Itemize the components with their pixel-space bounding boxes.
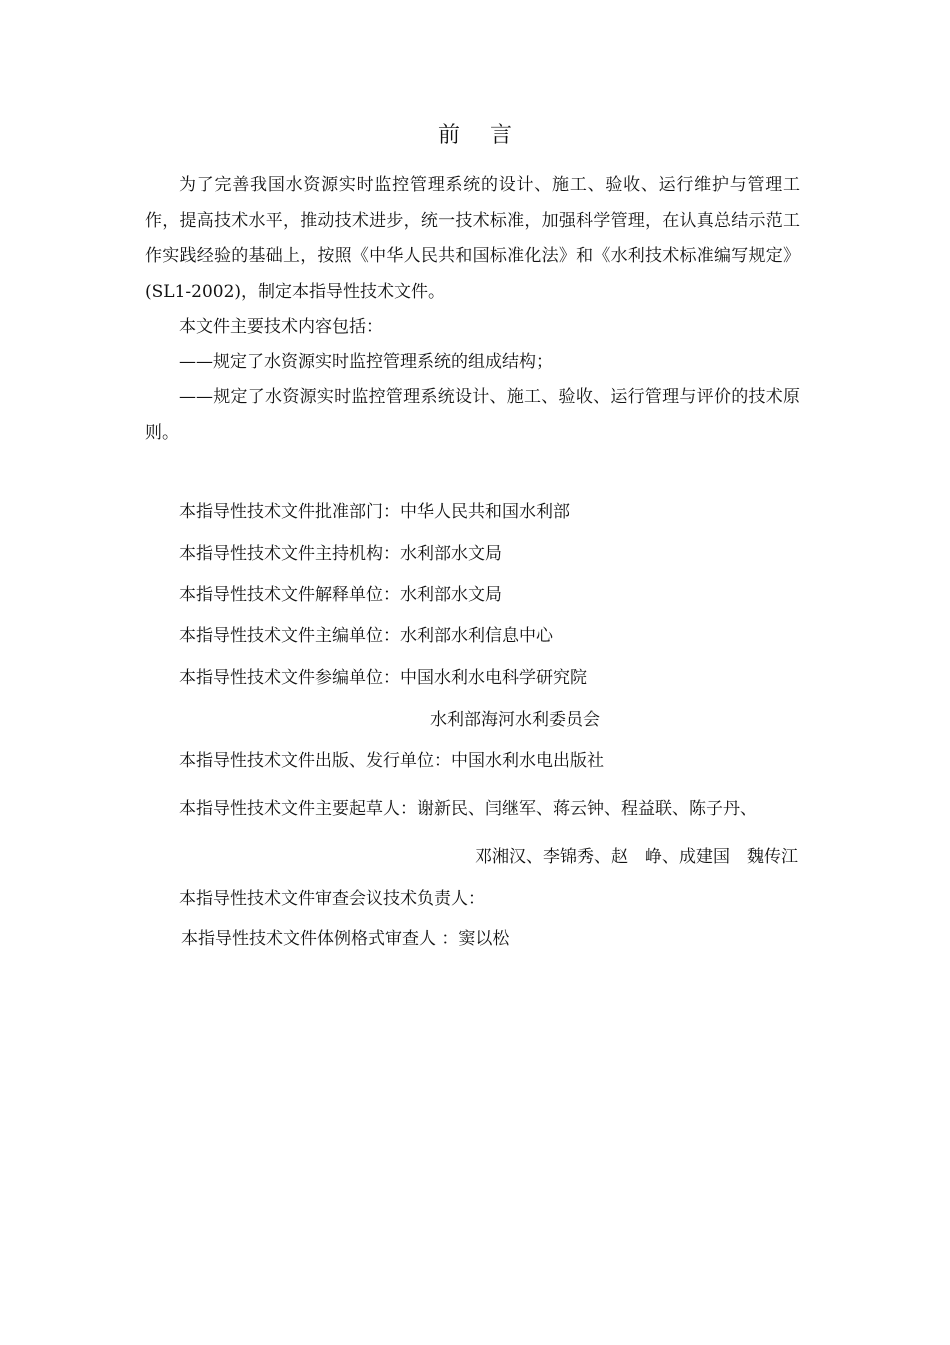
credit-drafters: 本指导性技术文件主要起草人：谢新民、闫继军、蒋云钟、程益联、陈子丹、 — [179, 799, 757, 819]
credit-co-editor-2: 水利部海河水利委员会 — [430, 710, 600, 730]
credit-host: 本指导性技术文件主持机构：水利部水文局 — [179, 544, 502, 564]
credit-co-editor: 本指导性技术文件参编单位：中国水利水电科学研究院 — [179, 668, 587, 688]
credit-chief-editor: 本指导性技术文件主编单位：水利部水利信息中心 — [179, 626, 553, 646]
contents-item-structure: ——规定了水资源实时监控管理系统的组成结构； — [179, 352, 553, 372]
title-char-1: 前 — [437, 123, 460, 148]
contents-heading: 本文件主要技术内容包括： — [179, 317, 383, 337]
credit-interpret: 本指导性技术文件解释单位：水利部水文局 — [179, 585, 502, 605]
contents-item-principles: ——规定了水资源实时监控管理系统设计、施工、验收、运行管理与评价的技术原则。 — [145, 387, 800, 443]
page-title — [0, 118, 950, 149]
credit-review-lead: 本指导性技术文件审查会议技术负责人： — [179, 889, 485, 909]
credit-drafters-2: 邓湘汉、李锦秀、赵 峥、成建国 魏传江 — [475, 847, 798, 867]
credit-publisher: 本指导性技术文件出版、发行单位：中国水利水电出版社 — [179, 751, 604, 771]
title-char-2: 言 — [490, 123, 513, 148]
credit-approval: 本指导性技术文件批准部门：中华人民共和国水利部 — [179, 502, 570, 522]
credit-format-reviewer: 本指导性技术文件体例格式审查人 ：窦以松 — [181, 929, 510, 949]
intro-paragraph: 为了完善我国水资源实时监控管理系统的设计、施工、验收、运行维护与管理工作，提高技术水平，推动技术进步，统一技术标准，加强科学管理，在认真总结示范工作实践经验的基础上，按照《中华人民共和国标准化法》和《水利技术标准编写规定》(SL1-2002)，制定本指导性技术文件。 — [145, 175, 800, 302]
